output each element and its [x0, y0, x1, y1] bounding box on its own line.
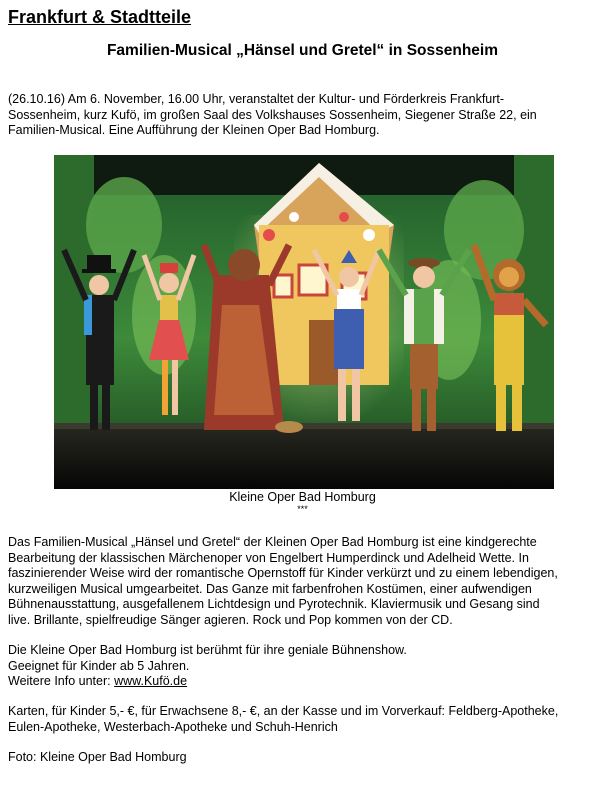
description-line: kurzweiligen Musical umgearbeitet. Das Ganze mit farbenfrohen Kostümen, einer aufwendigen	[8, 581, 532, 596]
intro-paragraph	[8, 92, 600, 139]
photo-credit: Foto: Kleine Oper Bad Homburg	[8, 750, 187, 764]
intro-line: (26.10.16) Am 6. November, 16.00 Uhr, veranstaltet der Kultur- und Förderkreis Frankfurt-	[8, 92, 505, 106]
description-paragraph	[8, 535, 600, 629]
show-line: Geeignet für Kinder ab 5 Jahren.	[8, 658, 190, 673]
kufo-website-link[interactable]: www.Kufö.de	[114, 674, 188, 689]
description-line: Bühnenausstattung, ausgefallenem Lichtdesign und Pyrotechnik. Klaviermusik und Gesang sind	[8, 597, 540, 612]
section-title: Frankfurt & Stadtteile	[8, 7, 192, 27]
show-paragraph	[8, 643, 600, 690]
description-line: Bearbeitung der klassischen Märchenoper von Engelbert Humperdinck und Adelheid Wette. In	[8, 550, 529, 565]
photo-caption: Kleine Oper Bad Homburg	[229, 490, 376, 504]
description-line: faszinierender Weise wird der romantische Opernstoff für Kinder verkürzt und zu einem lebendigen,	[8, 566, 558, 581]
tickets-paragraph	[8, 704, 600, 735]
description-line: Das Familien-Musical „Hänsel und Gretel“ der Kleinen Oper Bad Homburg ist eine kindgerechte	[8, 535, 537, 549]
tickets-line: Eulen-Apotheke, Westerbach-Apotheke und Schuh-Henrich	[8, 719, 338, 734]
show-line: Die Kleine Oper Bad Homburg ist berühmt für ihre geniale Bühnenshow.	[8, 643, 407, 657]
more-info-line	[8, 674, 600, 690]
more-info-label: Weitere Info unter:	[8, 674, 115, 689]
photo-separator: ***	[297, 504, 308, 514]
intro-line: Familien-Musical. Eine Aufführung der Kleinen Oper Bad Homburg.	[8, 123, 380, 138]
article-title: Familien-Musical „Hänsel und Gretel“ in Sossenheim	[106, 42, 499, 59]
stage-photo	[54, 155, 554, 489]
tickets-line: Karten, für Kinder 5,- €, für Erwachsene 8,- €, an der Kasse und im Vorverkauf: Feldberg-Apotheke,	[8, 704, 559, 718]
stage-photo-illustration	[54, 155, 554, 489]
description-line: live. Brillante, spielfreudige Sänger agieren. Rock und Pop kommen von der CD.	[8, 612, 453, 627]
intro-line: Sossenheim, kurz Kufö, im großen Saal des Volkshauses Sossenheim, Siegener Straße 22, ein	[8, 107, 537, 122]
